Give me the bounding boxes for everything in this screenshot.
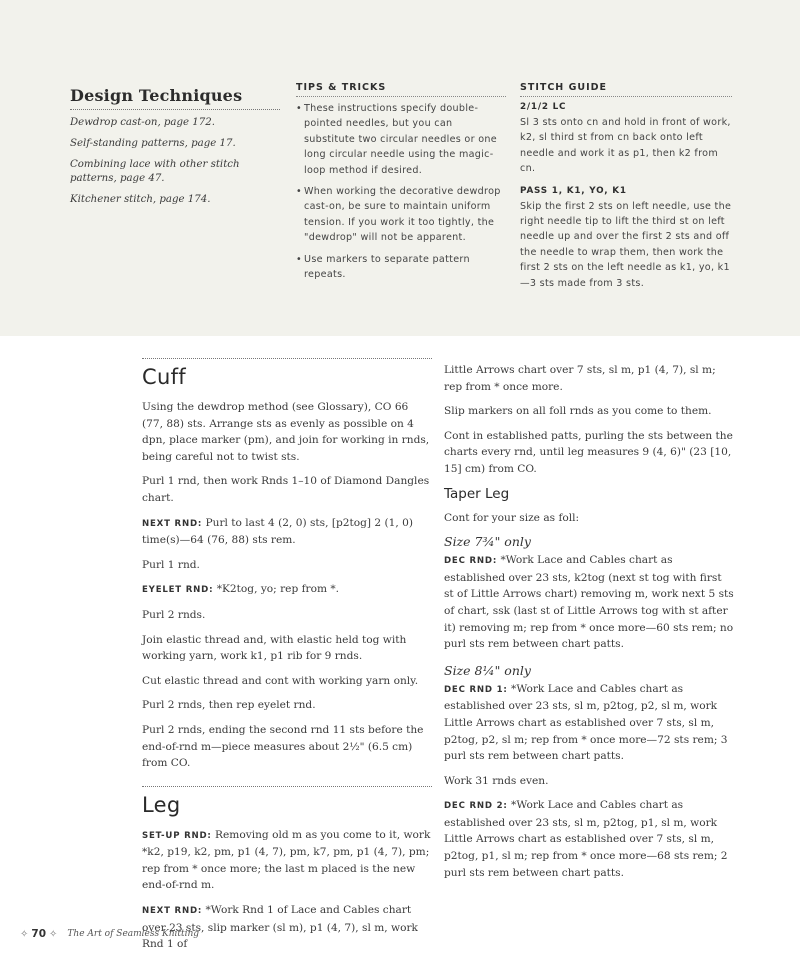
round-label: DEC RND 2: <box>444 801 508 812</box>
stitch-guide-title: STITCH GUIDE <box>520 82 732 97</box>
left-column <box>142 358 432 961</box>
page-number: 70 <box>31 928 47 940</box>
paragraph: Purl 1 rnd, then work Rnds 1–10 of Diamond Dangles chart. <box>142 475 430 504</box>
paragraph: Join elastic thread and, with elastic held tog with working yarn, work k1, p1 rib for 9 rnds. <box>142 633 407 663</box>
paragraph: Purl 2 rnds. <box>142 608 206 621</box>
round-label: SET-UP RND: <box>142 830 212 841</box>
section-title-cuff: Cuff <box>142 358 432 389</box>
paragraph: Purl 1 rnd. <box>142 558 200 571</box>
paragraph: Cont in established patts, purling the sts between the charts every rnd, until leg measures 9 (4, 6)" (23 [10, 15] cm) from CO. <box>444 429 733 475</box>
tip-item: • These instructions specify double-pointed needles, but you can substitute two circular needles or one long circular needle using the magic-loop method if desired. <box>296 103 497 176</box>
bullet-icon: • <box>296 186 302 198</box>
paragraph: NEXT RND: Purl to last 4 (2, 0) sts, [p2tog] 2 (1, 0) time(s)—64 (76, 88) sts rem. <box>142 516 414 547</box>
page-footer <box>20 924 199 944</box>
design-techniques <box>70 86 280 214</box>
paragraph: Little Arrows chart over 7 sts, sl m, p1 (4, 7), sl m; rep from * once more. <box>444 364 716 393</box>
section-title-leg: Leg <box>142 786 432 817</box>
paragraph: SET-UP RND: Removing old m as you come to it, work *k2, p19, k2, pm, p1 (4, 7), pm, k7, pm, p1 (4, 7), pm; rep from * once more; the last m placed is the new end-of-rnd m. <box>142 828 431 892</box>
technique-ref: Combining lace with other stitch patterns, page 47. <box>70 158 240 185</box>
paragraph: DEC RND 2: *Work Lace and Cables chart as established over 23 sts, sl m, p2tog, p1, sl m, work Little Arrows chart as established over 7 sts, sl m, p2tog, p1, sl m; rep from * once more—68 sts rem; 2 purl sts rem between chart patts. <box>444 799 728 879</box>
right-column <box>444 362 734 889</box>
paragraph: Slip markers on all foll rnds as you come to them. <box>444 405 712 418</box>
size-heading: Size 8¼" only <box>444 662 531 678</box>
round-label: EYELET RND: <box>142 585 214 596</box>
round-label: NEXT RND: <box>142 906 203 917</box>
paragraph: EYELET RND: *K2tog, yo; rep from *. <box>142 583 340 596</box>
stitch-description: Skip the first 2 sts on left needle, use the right needle tip to lift the third st on left needle up and over the first 2 sts and off the needle to wrap them, then work the first 2 sts on the left needle as k1, yo, k1—3 sts made from 3 sts. <box>520 200 732 289</box>
paragraph: Work 31 rnds even. <box>444 774 549 787</box>
stitch-description: Sl 3 sts onto cn and hold in front of work, k2, sl third st from cn back onto left needle and work it as p1, then k2 from cn. <box>520 117 731 175</box>
bullet-icon: • <box>296 253 302 265</box>
paragraph: DEC RND 1: *Work Lace and Cables chart as established over 23 sts, sl m, p2tog, p2, sl m, work Little Arrows chart as established over 7 sts, sl m, p2tog, p2, sl m; rep from * once more—72 sts rem; 3 purl sts rem between chart patts. <box>444 682 728 763</box>
paragraph: Cut elastic thread and cont with working yarn only. <box>142 674 419 687</box>
subsection-title-taper-leg: Taper Leg <box>444 485 510 502</box>
tip-item: • When working the decorative dewdrop cast-on, be sure to maintain uniform tension. If you work it too tightly, the "dewdrop" will not be apparent. <box>296 186 501 244</box>
paragraph: DEC RND: *Work Lace and Cables chart as established over 23 sts, k2tog (next st tog with first st of Little Arrows chart) removing m, work next 5 sts of chart, ssk (last st of Little Arrows tog with st after it) removing m; rep from * once more—60 sts rem; no purl sts rem between chart patts. <box>444 554 734 651</box>
paragraph: Cont for your size as foll: <box>444 511 580 524</box>
tips-and-tricks <box>296 82 506 288</box>
tips-title: TIPS & TRICKS <box>296 82 506 97</box>
tip-item: • Use markers to separate pattern repeats. <box>296 253 470 281</box>
paragraph: Purl 2 rnds, then rep eyelet rnd. <box>142 699 316 712</box>
round-label: DEC RND 1: <box>444 684 508 695</box>
stitch-name: 2/1/2 LC <box>520 102 567 112</box>
technique-ref: Self-standing patterns, page 17. <box>70 137 236 149</box>
paragraph: Purl 2 rnds, ending the second rnd 11 sts before the end-of-rnd m—piece measures about 2½" (6.5 cm) from CO. <box>142 723 424 770</box>
stitch-name: PASS 1, K1, YO, K1 <box>520 185 627 196</box>
design-techniques-title: Design Techniques <box>70 86 280 110</box>
stitch-guide <box>520 82 732 291</box>
book-title: The Art of Seamless Knitting <box>67 929 200 939</box>
tips-list <box>296 101 506 282</box>
ornament-icon: ✧ <box>49 928 58 940</box>
technique-ref: Dewdrop cast-on, page 172. <box>70 117 215 128</box>
paragraph: NEXT RND: *Work Rnd 1 of Lace and Cables chart over 23 sts, slip marker (sl m), p1 (4, 7), sl m, work Rnd 1 of <box>142 904 418 951</box>
technique-ref: Kitchener stitch, page 174. <box>70 194 211 206</box>
bullet-icon: • <box>296 103 302 114</box>
round-label: DEC RND: <box>444 556 498 567</box>
size-heading: Size 7¾" only <box>444 534 531 550</box>
paragraph: Using the dewdrop method (see Glossary), CO 66 (77, 88) sts. Arrange sts as evenly as possible on 4 dpn, place marker (pm), and join for working in rnds, being careful not to twist sts. <box>142 401 430 463</box>
round-label: NEXT RND: <box>142 518 203 529</box>
ornament-icon: ✧ <box>20 928 29 940</box>
